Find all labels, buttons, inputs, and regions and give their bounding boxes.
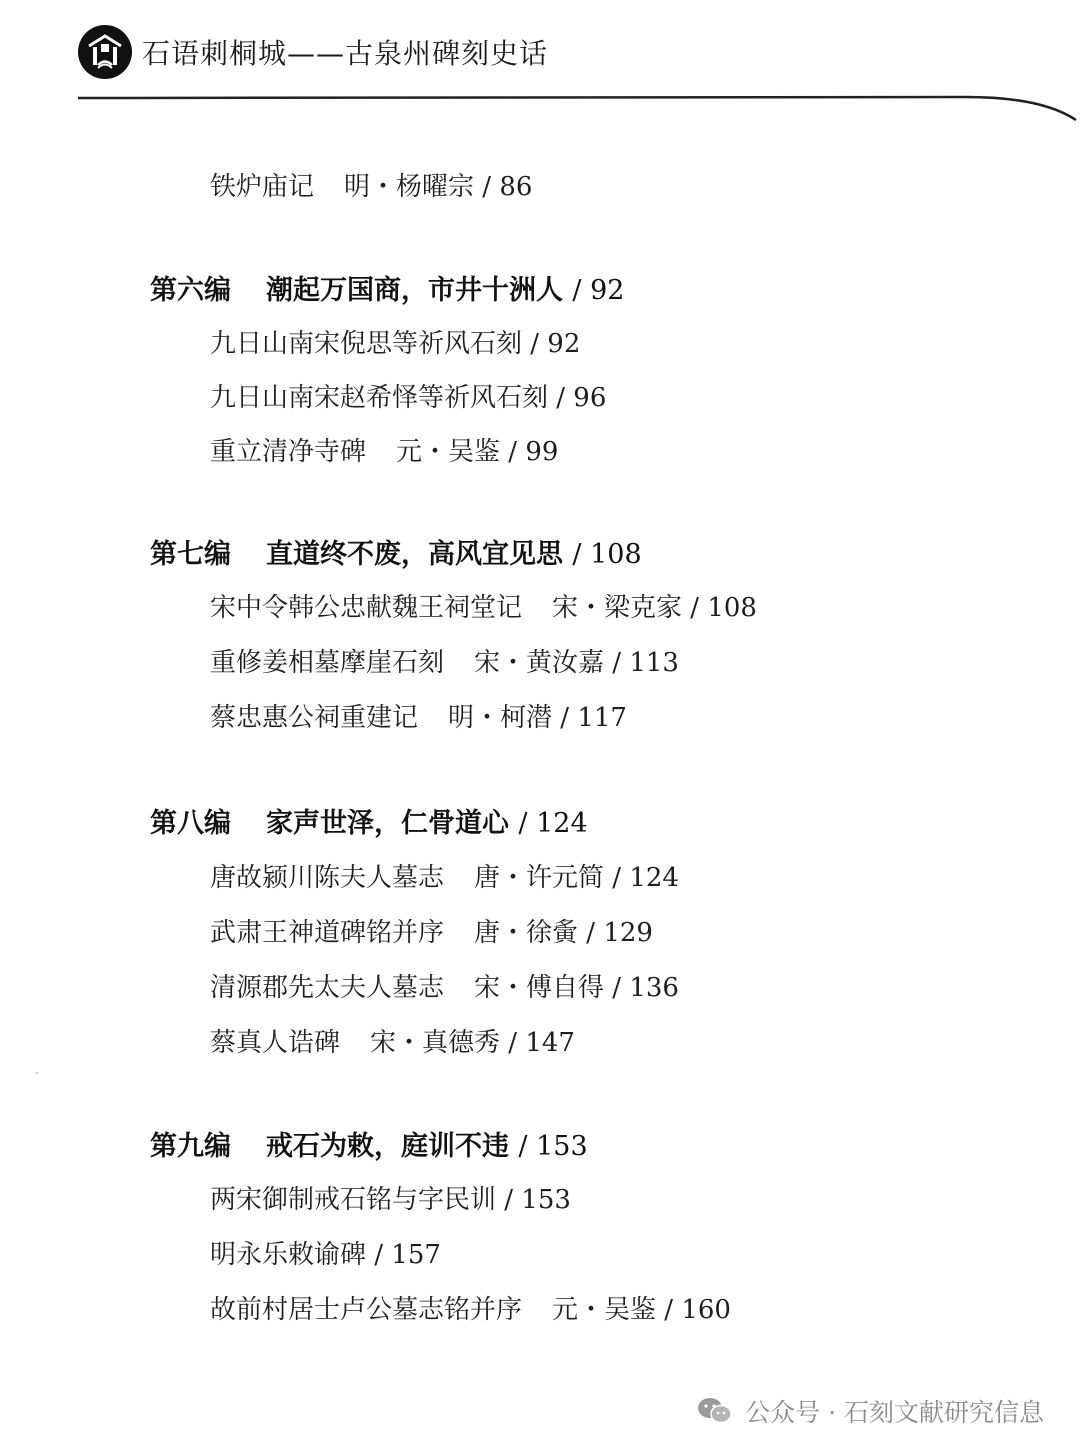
entry-page: / 157 <box>374 1240 441 1270</box>
toc-entry <box>210 967 679 1004</box>
entry-page: / 99 <box>508 437 559 467</box>
toc-entry <box>210 857 679 894</box>
section-heading <box>150 532 642 571</box>
toc-entry <box>210 431 558 468</box>
section-page: / 124 <box>518 808 588 839</box>
page-header <box>78 22 548 82</box>
entry-page: / 113 <box>612 648 679 678</box>
toc-entry <box>210 912 653 949</box>
entry-title: 九日山南宋倪思等祈风石刻 <box>210 329 523 359</box>
toc-entry <box>210 166 532 203</box>
entry-page: / 117 <box>560 703 627 733</box>
section-title: 潮起万国商，市井十洲人 <box>266 275 563 306</box>
toc-entry <box>210 323 580 360</box>
entry-title: 唐故颍川陈夫人墓志 <box>210 863 445 893</box>
watermark <box>697 1393 1044 1429</box>
entry-author: 元・吴鉴 <box>552 1295 657 1325</box>
entry-title: 九日山南宋赵希怿等祈风石刻 <box>210 383 549 413</box>
section-page: / 108 <box>572 539 642 570</box>
entry-page: / 153 <box>504 1185 571 1215</box>
entry-author: 宋・梁克家 <box>552 593 683 623</box>
section-title: 直道终不废，高风宜见思 <box>266 539 563 570</box>
entry-page: / 160 <box>664 1295 731 1325</box>
toc-entry <box>210 642 679 679</box>
watermark-text: 公众号 · 石刻文献研究信息 <box>745 1398 1044 1427</box>
entry-title: 蔡忠惠公祠重建记 <box>210 703 419 733</box>
entry-title: 明永乐敕谕碑 <box>210 1240 367 1270</box>
entry-author: 唐・徐夤 <box>474 918 579 948</box>
section-title: 戒石为敕，庭训不违 <box>266 1131 509 1162</box>
toc-entry <box>210 697 627 734</box>
section-page: / 153 <box>518 1131 588 1162</box>
entry-page: / 124 <box>612 863 679 893</box>
toc-entry <box>210 377 606 414</box>
entry-title: 宋中令韩公忠献魏王祠堂记 <box>210 593 523 623</box>
entry-title: 清源郡先太夫人墓志 <box>210 973 445 1003</box>
book-title: 石语刺桐城——古泉州碑刻史话 <box>142 37 549 70</box>
section-number: 第六编 <box>150 275 231 306</box>
toc-entry <box>210 587 757 624</box>
toc-entry <box>210 1022 575 1059</box>
entry-title: 重修姜相墓摩崖石刻 <box>210 648 445 678</box>
entry-title: 两宋御制戒石铭与字民训 <box>210 1185 497 1215</box>
entry-title: 武肃王神道碑铭并序 <box>210 918 445 948</box>
entry-author: 宋・黄汝嘉 <box>474 648 605 678</box>
toc-entry <box>210 1289 731 1326</box>
toc-entry <box>210 1234 441 1271</box>
entry-page: / 136 <box>612 973 679 1003</box>
entry-author: 宋・傅自得 <box>474 973 605 1003</box>
entry-title: 蔡真人诰碑 <box>210 1028 341 1058</box>
section-number: 第八编 <box>150 808 231 839</box>
entry-page: / 86 <box>482 172 533 202</box>
scan-speck <box>36 1072 38 1074</box>
entry-title: 故前村居士卢公墓志铭并序 <box>210 1295 523 1325</box>
wechat-icon <box>697 1396 733 1426</box>
entry-title: 铁炉庙记 <box>210 172 315 202</box>
entry-page: / 108 <box>690 593 757 623</box>
entry-title: 重立清净寺碑 <box>210 437 367 467</box>
entry-author: 明・柯潜 <box>448 703 553 733</box>
section-number: 第七编 <box>150 539 231 570</box>
book-pavilion-logo-icon <box>78 25 132 79</box>
section-heading <box>150 801 588 840</box>
section-heading <box>150 1124 588 1163</box>
entry-author: 元・吴鉴 <box>396 437 501 467</box>
entry-page: / 147 <box>508 1028 575 1058</box>
entry-page: / 96 <box>556 383 607 413</box>
section-title: 家声世泽，仁骨道心 <box>266 808 509 839</box>
header-rule <box>0 86 1080 126</box>
entry-page: / 129 <box>586 918 653 948</box>
section-heading <box>150 268 624 307</box>
entry-author: 唐・许元简 <box>474 863 605 893</box>
entry-page: / 92 <box>530 329 581 359</box>
section-number: 第九编 <box>150 1131 231 1162</box>
section-page: / 92 <box>572 275 625 306</box>
entry-author: 明・杨曜宗 <box>344 172 475 202</box>
entry-author: 宋・真德秀 <box>370 1028 501 1058</box>
toc-entry <box>210 1179 571 1216</box>
